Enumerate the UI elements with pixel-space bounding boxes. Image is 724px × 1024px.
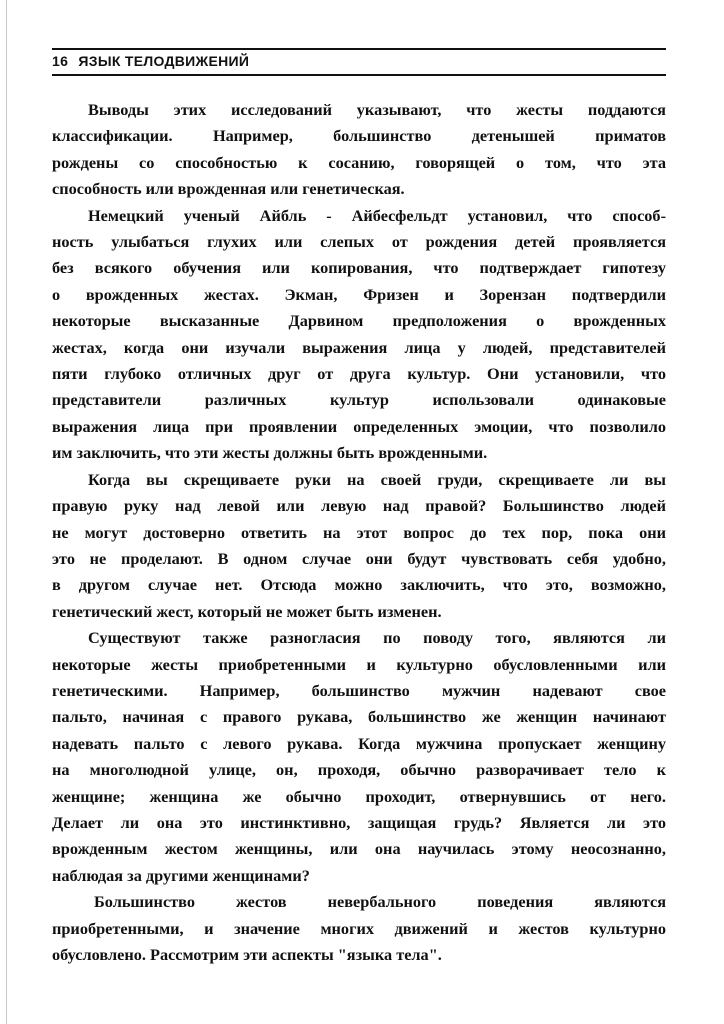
text-line: способность или врожденная или генетическая. (52, 179, 405, 199)
page-edge-line (6, 0, 7, 1024)
text-line: пяти глубоко отличных друг от друга культур. Они установили, что (52, 364, 666, 384)
header-text (52, 53, 249, 69)
text-line: классификации. Например, большинство детенышей приматов (52, 126, 666, 146)
text-line: Немецкий ученый Айбль - Айбесфельдт установил, что способ- (88, 205, 666, 225)
text-line: женщине; женщина же обычно проходит, отвернувшись от него. (52, 786, 666, 806)
text-line: пальто, начиная с правого рукава, большинство же женщин начинают (52, 707, 666, 727)
text-line: Выводы этих исследований указывают, что жесты поддаются (88, 100, 666, 119)
text-line: генетическими. Например, большинство мужчин надевают свое (52, 680, 666, 700)
paragraph-2 (52, 203, 666, 467)
text-line: генетический жест, который не может быть изменен. (52, 601, 442, 621)
text-line: в другом случае нет. Отсюда можно заключить, что это, возможно, (52, 575, 666, 595)
text-line: правую руку над левой или левую над правой? Большинство людей (52, 496, 666, 516)
running-header (52, 48, 666, 78)
text-line: рождены со способностью к сосанию, говорящей о том, что эта (52, 152, 666, 172)
text-line: некоторые высказанные Дарвином предположения о врожденных (52, 311, 666, 331)
text-line: надевать пальто с левого рукава. Когда мужчина пропускает женщину (52, 733, 666, 753)
page-number: 16 (52, 53, 69, 69)
text-line: без всякого обучения или копирования, что подтверждает гипотезу (52, 258, 666, 278)
text-line: обусловлено. Рассмотрим эти аспекты "языка тела". (52, 945, 442, 964)
text-line: жестах, когда они изучали выражения лица у людей, представителей (52, 337, 666, 357)
text-line: ность улыбаться глухих или слепых от рождения детей проявляется (52, 232, 666, 252)
text-line: о врожденных жестах. Экман, Фризен и Зорензан подтвердили (52, 284, 666, 304)
running-title: ЯЗЫК ТЕЛОДВИЖЕНИЙ (78, 53, 250, 69)
text-line: не могут достоверно ответить на этот вопрос до тех пор, пока они (52, 522, 666, 542)
text-line: врожденным жестом женщины, или она научилась этому неосознанно, (52, 839, 666, 859)
header-rule-top (52, 48, 666, 50)
header-rule-bottom (52, 74, 666, 76)
paragraph-3 (52, 467, 666, 625)
body-text (52, 97, 666, 968)
text-line: Делает ли она это инстинктивно, защищая грудь? Является ли это (52, 812, 666, 832)
text-line: это не проделают. В одном случае они будут чувствовать себя удобно, (52, 548, 666, 568)
text-line: представители различных культур использовали одинаковые (52, 390, 666, 410)
text-line: Большинство жестов невербального поведения являются (94, 892, 666, 912)
paragraph-1 (52, 97, 666, 203)
paragraph-5 (52, 889, 666, 968)
text-line: наблюдая за другими женщинами? (52, 865, 310, 885)
paragraph-4 (52, 625, 666, 889)
text-line: Когда вы скрещиваете руки на своей груди, скрещиваете ли вы (88, 469, 666, 489)
text-line: некоторые жесты приобретенными и культурно обусловленными или (52, 654, 666, 674)
text-line: им заключить, что эти жесты должны быть врожденными. (52, 443, 488, 463)
text-line: выражения лица при проявлении определенных эмоции, что позволило (52, 416, 666, 436)
text-line: Существуют также разногласия по поводу того, являются ли (88, 628, 666, 648)
text-line: на многолюдной улице, он, проходя, обычно разворачивает тело к (52, 760, 666, 780)
text-line: приобретенными, и значение многих движений и жестов культурно (52, 918, 666, 938)
